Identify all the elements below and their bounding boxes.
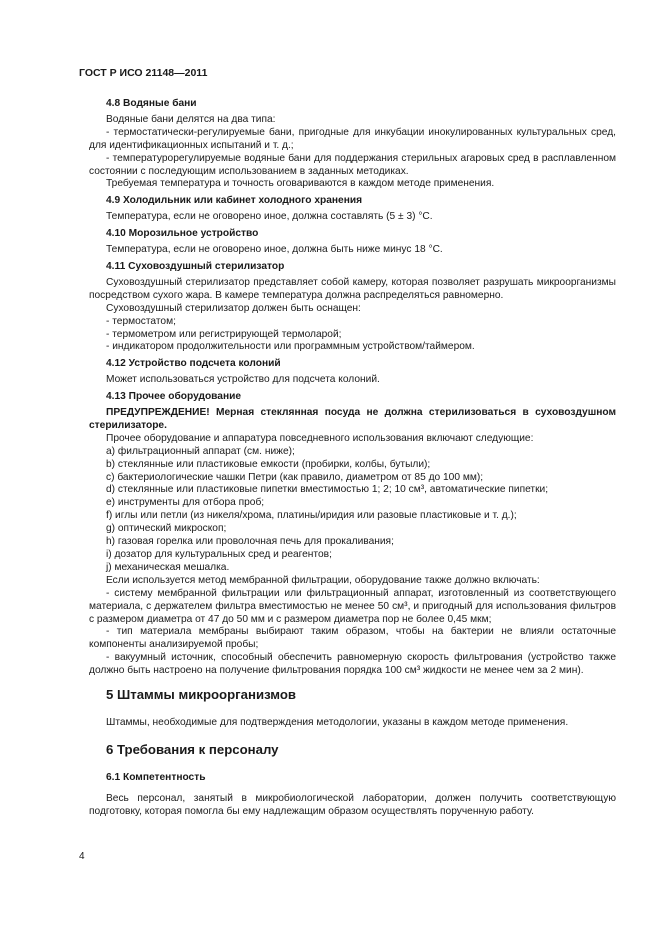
page-number: 4 [79,851,85,862]
section-heading-5: 5 Штаммы микроорганизмов [106,687,297,703]
section-heading-6: 6 Требования к персоналу [106,741,279,757]
page-header-doc-id: ГОСТ Р ИСО 21148—2011 [79,67,208,79]
warning-paragraph: ПРЕДУПРЕЖДЕНИЕ! Мерная стеклянная посуда не должна стерилизоваться в суховоздушном стерилизаторе. [89,407,616,431]
paragraph: - систему мембранной фильтрации или фильтрационный аппарат, изготовленный из соответствующего материала, с держателем фильтра вместимостью не менее 50 см³, и пригодный для использования фильтров с размером диаметра от 47 до 50 мм и с размером диаметра пор не более 0,45 мкм; [89,587,616,625]
paragraph: Требуемая температура и точность оговариваются в каждом методе применения. [106,178,495,190]
paragraph: Штаммы, необходимые для подтверждения методологии, указаны в каждом методе применения. [106,716,569,728]
list-item: a) фильтрационный аппарат (см. ниже); [106,445,295,457]
list-item: e) инструменты для отбора проб; [106,497,265,509]
paragraph: Суховоздушный стерилизатор представляет собой камеру, которая позволяет разрушать микроорганизмы посредством сухого жара. В камере температура должна распределяться равномерно. [89,276,616,301]
list-item: h) газовая горелка или проволочная печь для прокаливания; [106,536,394,548]
paragraph: Если используется метод мембранной фильтрации, оборудование также должно включать: [106,574,540,586]
list-item: i) дозатор для культуральных сред и реагентов; [106,549,332,560]
paragraph: Суховоздушный стерилизатор должен быть оснащен: [106,302,361,314]
list-item: d) стеклянные или пластиковые пипетки вместимостью 1; 2; 10 см³, автоматические пипетки; [106,484,549,496]
paragraph: Весь персонал, занятый в микробиологической лаборатории, должен получить соответствующую подготовку, которая помогла бы ему надлежащим образом осуществлять порученную работу. [89,792,616,817]
document-body [89,94,616,819]
paragraph: Прочее оборудование и аппаратура повседневного использования включают следующие: [106,432,534,444]
paragraph: - вакуумный источник, способный обеспечить равномерную скорость фильтрования (устройство также должно быть настроено на получение фильтрования порядка 100 см³ жидкости не менее чем за 2 мин). [89,652,616,677]
list-item: c) бактериологические чашки Петри (как правило, диаметром от 85 до 100 мм); [106,471,484,483]
list-item: b) стеклянные или пластиковые емкости (пробирки, колбы, бутыли); [106,458,431,470]
list-item: - индикатором продолжительности или программным устройством/таймером. [106,341,475,353]
paragraph: Водяные бани делятся на два типа: [106,113,276,125]
list-item: j) механическая мешалка. [106,561,230,573]
section-heading-4-9: 4.9 Холодильник или кабинет холодного хранения [106,195,363,207]
section-heading-4-13: 4.13 Прочее оборудование [106,391,242,403]
section-heading-4-10: 4.10 Морозильное устройство [106,228,259,240]
section-heading-4-8: 4.8 Водяные бани [106,98,197,109]
paragraph: - тип материала мембраны выбирают таким образом, чтобы на бактерии не влияли остаточные компоненты анализируемой пробы; [89,626,616,651]
list-item: - термостатом; [106,315,176,327]
paragraph: Температура, если не оговорено иное, должна составлять (5 ± 3) °С. [106,211,433,223]
paragraph: - температурорегулируемые водяные бани для поддержания стерильных агаровых сред в расплавленном состоянии с последующим использованием в заданных методиках. [89,152,616,177]
list-item: - термометром или регистрирующей термоларой; [106,328,342,340]
list-item: f) иглы или петли (из никеля/хрома, платины/иридия или разовые пластиковые и т. д.); [106,510,517,522]
paragraph: - термостатически-регулируемые бани, пригодные для инкубации инокулированных культуральных сред, для идентификационных испытаний и т. д.; [89,126,616,151]
paragraph: Температура, если не оговорено иное, должна быть ниже минус 18 °С. [106,244,443,256]
list-item: g) оптический микроскоп; [106,523,227,535]
section-heading-6-1: 6.1 Компетентность [106,771,206,783]
section-heading-4-11: 4.11 Суховоздушный стерилизатор [106,260,285,272]
paragraph: Может использоваться устройство для подсчета колоний. [106,374,380,386]
section-heading-4-12: 4.12 Устройство подсчета колоний [106,358,281,370]
